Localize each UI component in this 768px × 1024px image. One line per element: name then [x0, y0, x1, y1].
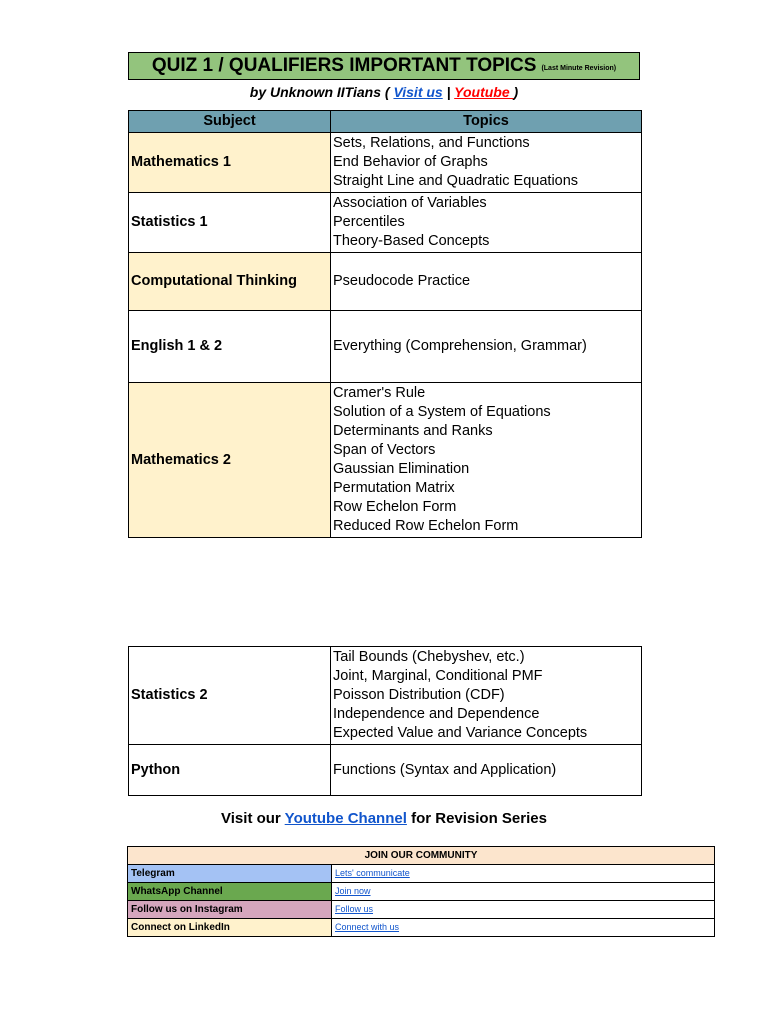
topic-item: Gaussian Elimination: [333, 461, 470, 477]
topic-item: Joint, Marginal, Conditional PMF: [333, 668, 543, 684]
topic-item: Pseudocode Practice: [333, 273, 471, 289]
topic-item: Poisson Distribution (CDF): [333, 687, 505, 703]
subject-cell: Python: [129, 745, 331, 796]
topic-item: Straight Line and Quadratic Equations: [333, 173, 579, 189]
topic-item: Reduced Row Echelon Form: [333, 518, 519, 534]
community-label-telegram: Telegram: [128, 865, 332, 883]
table-header-row: [129, 111, 642, 133]
table-row: [129, 133, 642, 193]
topic-item: Permutation Matrix: [333, 480, 455, 496]
topic-item: Span of Vectors: [333, 442, 436, 458]
topics-table-continued: [128, 646, 642, 796]
visit-us-link[interactable]: Visit us: [393, 84, 443, 100]
table-row: [129, 647, 642, 745]
byline: [128, 84, 640, 104]
topics-cell: [331, 193, 642, 253]
community-row: [128, 919, 715, 937]
topics-cell: [331, 745, 642, 796]
topics-cell: [331, 647, 642, 745]
community-row: [128, 865, 715, 883]
topic-item: Everything (Comprehension, Grammar): [333, 338, 587, 354]
table-row: [129, 383, 642, 538]
topic-item: Sets, Relations, and Functions: [333, 135, 530, 151]
telegram-link[interactable]: Lets' communicate: [335, 868, 410, 878]
table-row: [129, 311, 642, 383]
topic-item: Cramer's Rule: [333, 385, 426, 401]
topic-item: Functions (Syntax and Application): [333, 761, 557, 778]
title-note: (Last Minute Revision): [541, 64, 617, 72]
community-link-cell: [332, 919, 715, 937]
page-title: [128, 52, 640, 80]
topic-item: Determinants and Ranks: [333, 423, 493, 439]
subject-cell: English 1 & 2: [129, 311, 331, 383]
byline-prefix: by Unknown IITians (: [249, 84, 394, 100]
topics-cell: [331, 383, 642, 538]
topic-item: Theory-Based Concepts: [333, 233, 490, 249]
community-table: [127, 846, 715, 937]
title-text: QUIZ 1 / QUALIFIERS IMPORTANT TOPICS: [151, 55, 537, 76]
community-link-cell: [332, 883, 715, 901]
community-label-instagram: Follow us on Instagram: [128, 901, 332, 919]
community-link-cell: [332, 865, 715, 883]
subject-cell: Computational Thinking: [129, 253, 331, 311]
topic-item: End Behavior of Graphs: [333, 154, 488, 170]
youtube-channel-link[interactable]: Youtube Channel: [284, 810, 407, 827]
topics-cell: [331, 253, 642, 311]
table-row: [129, 193, 642, 253]
visit-suffix: for Revision Series: [406, 810, 547, 827]
visit-prefix: Visit our: [221, 810, 285, 827]
topic-item: Expected Value and Variance Concepts: [333, 725, 588, 741]
linkedin-link[interactable]: Connect with us: [335, 922, 400, 932]
community-label-whatsapp: WhatsApp Channel: [128, 883, 332, 901]
topics-cell: [331, 311, 642, 383]
youtube-link[interactable]: Youtube: [454, 84, 514, 100]
header-subject: Subject: [129, 111, 331, 133]
header-topics: Topics: [331, 111, 642, 133]
byline-suffix: ): [513, 84, 519, 100]
subject-cell: Statistics 1: [129, 193, 331, 253]
byline-separator: |: [442, 84, 455, 100]
topic-item: Association of Variables: [333, 195, 487, 211]
community-label-linkedin: Connect on LinkedIn: [128, 919, 332, 937]
topic-item: Tail Bounds (Chebyshev, etc.): [333, 649, 525, 665]
topics-cell: [331, 133, 642, 193]
topic-item: Independence and Dependence: [333, 706, 540, 722]
topics-table: [128, 110, 642, 538]
subject-cell: Statistics 2: [129, 647, 331, 745]
topic-item: Solution of a System of Equations: [333, 404, 551, 420]
subject-cell: Mathematics 1: [129, 133, 331, 193]
topic-item: Row Echelon Form: [333, 499, 457, 515]
table-row: [129, 253, 642, 311]
table-row: [129, 745, 642, 796]
community-row: [128, 883, 715, 901]
community-heading: JOIN OUR COMMUNITY: [128, 847, 715, 865]
whatsapp-link[interactable]: Join now: [335, 886, 371, 896]
topic-item: Percentiles: [333, 214, 405, 230]
subject-cell: Mathematics 2: [129, 383, 331, 538]
visit-youtube-line: [128, 810, 640, 832]
community-header-row: [128, 847, 715, 865]
community-row: [128, 901, 715, 919]
instagram-link[interactable]: Follow us: [335, 904, 374, 914]
community-link-cell: [332, 901, 715, 919]
